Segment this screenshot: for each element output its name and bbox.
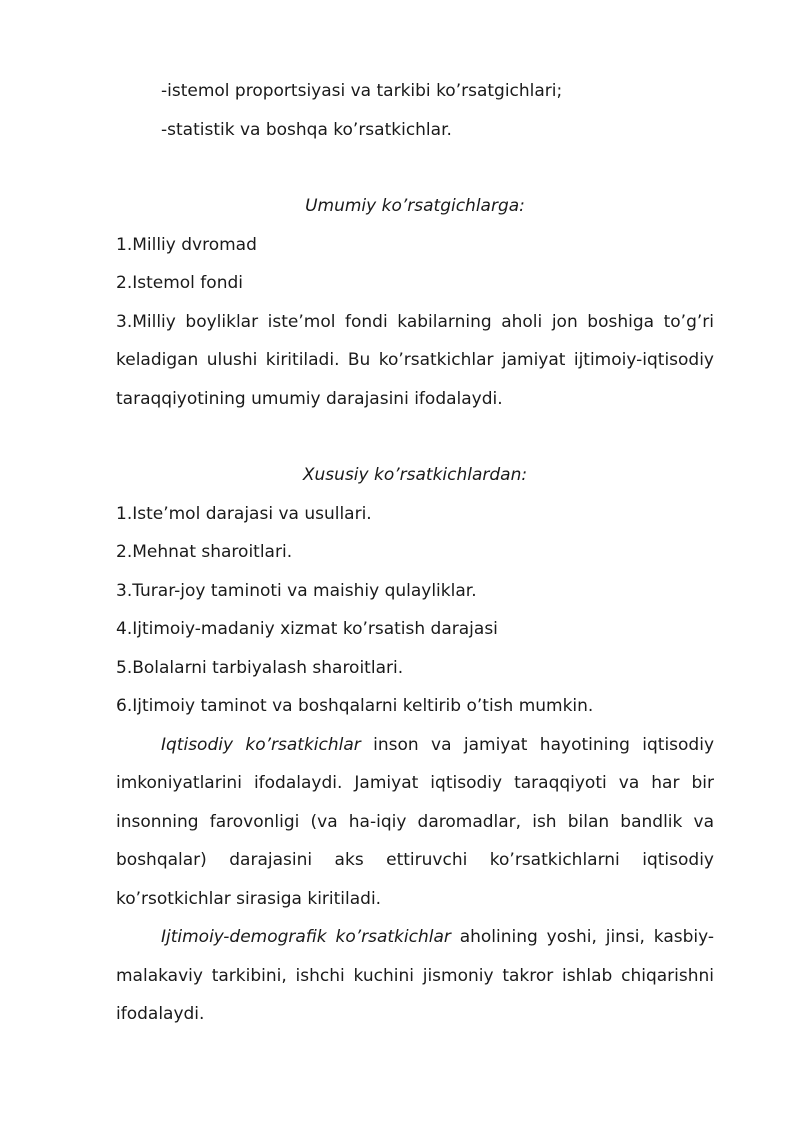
general-item-2: 2.Istemol fondi bbox=[116, 273, 243, 293]
intro-item-1: -istemol proportsiyasi va tarkibi ko’rsatgichlari; bbox=[161, 81, 563, 101]
economic-text: inson va jamiyat hayotining iqtisodiy imkoniyatlarini ifodalaydi. Jamiyat iqtisodiy taraqqiyoti va har bir insonning farovonligi (va ha-iqiy daromadlar, ish bilan bandlik va boshqalar) darajasini aks ettiruvchi ko’rsatkichlarni iqtisodiy ko’rsotkichlar sirasiga kiritiladi. bbox=[116, 734, 715, 909]
document-page bbox=[116, 72, 714, 1034]
spacer bbox=[116, 418, 714, 456]
special-item-6: 6.Ijtimoiy taminot va boshqalarni keltirib o’tish mumkin. bbox=[116, 696, 594, 716]
special-item-2: 2.Mehnat sharoitlari. bbox=[116, 542, 293, 562]
special-heading: Xususiy ko’rsatkichlardan: bbox=[302, 465, 528, 485]
demographic-paragraph bbox=[116, 918, 714, 1034]
special-item-1: 1.Iste’mol darajasi va usullari. bbox=[116, 503, 372, 524]
economic-term: Iqtisodiy ko’rsatkichlar bbox=[161, 734, 361, 755]
special-item-4: 4.Ijtimoiy-madaniy xizmat ko’rsatish darajasi bbox=[116, 619, 498, 639]
demographic-term: Ijtimoiy-demografik ko’rsatkichlar bbox=[161, 927, 451, 947]
spacer bbox=[116, 149, 714, 187]
special-item-5: 5.Bolalarni tarbiyalash sharoitlari. bbox=[116, 657, 404, 678]
general-heading: Umumiy ko’rsatgichlarga: bbox=[305, 196, 525, 216]
economic-paragraph bbox=[116, 726, 714, 919]
demographic-text: aholining yoshi, jinsi, kasbiy-malakaviy tarkibini, ishchi kuchini jismoniy takror ishlab chiqarishni ifodalaydi. bbox=[116, 927, 714, 1024]
general-item-1: 1.Milliy dvromad bbox=[116, 234, 257, 255]
general-item-3: 3.Milliy boyliklar iste’mol fondi kabilarning aholi jon boshiga to’g’ri keladigan ulushi kiritiladi. Bu ko’rsatkichlar jamiyat ijtimoiy-iqtisodiy taraqqiyotining umumiy darajasini ifodalaydi. bbox=[116, 311, 714, 409]
intro-item-2: -statistik va boshqa ko’rsatkichlar. bbox=[161, 119, 452, 140]
special-item-3: 3.Turar-joy taminoti va maishiy qulayliklar. bbox=[116, 580, 477, 601]
